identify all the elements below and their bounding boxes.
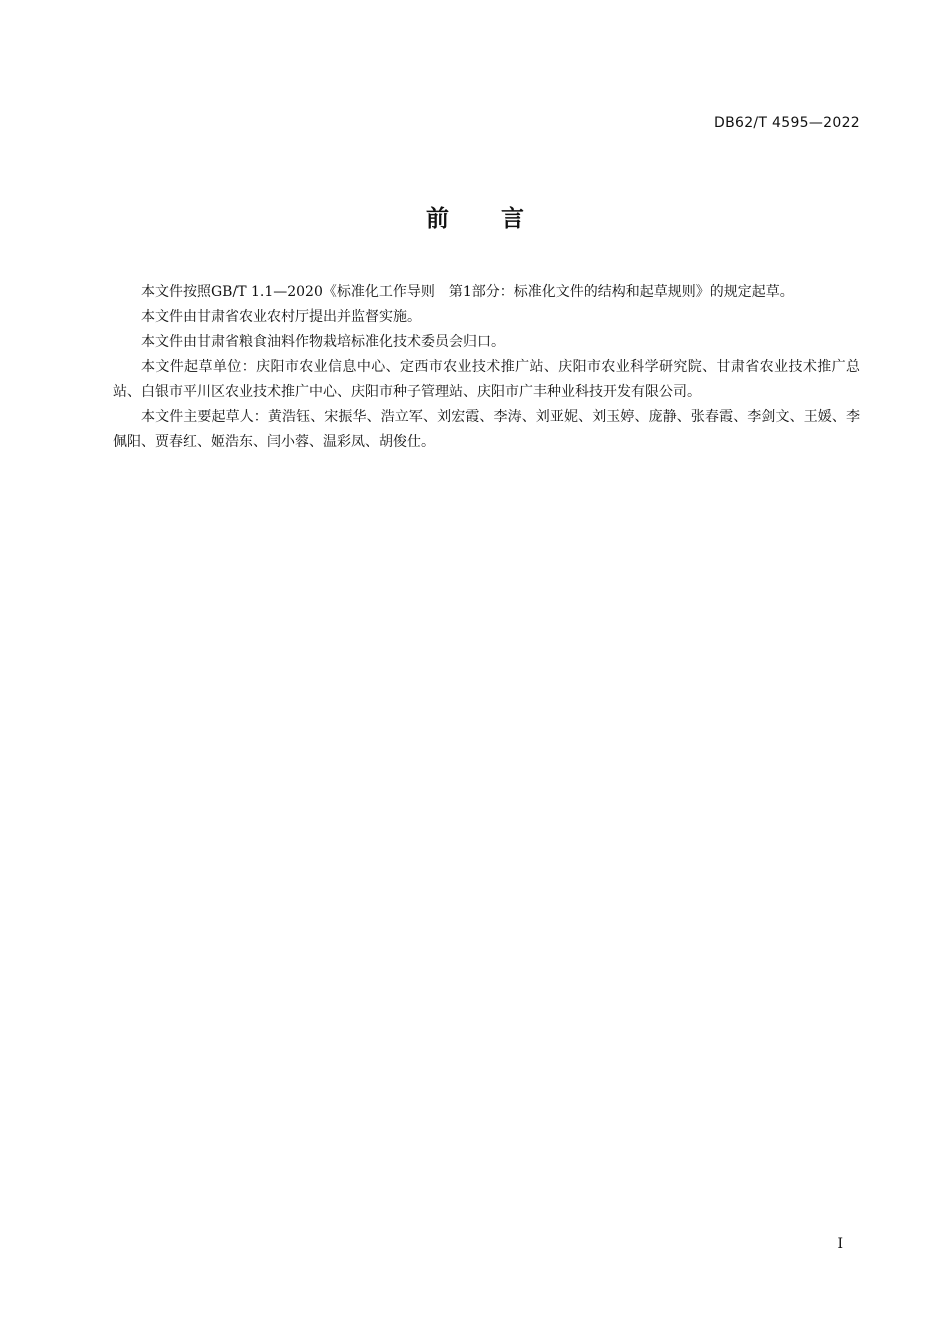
- document-code: DB62/T 4595—2022: [714, 115, 860, 131]
- paragraph-drafting-basis: 本文件按照GB/T 1.1—2020《标准化工作导则 第1部分：标准化文件的结构和起草规则》的规定起草。: [141, 284, 794, 300]
- title-char-1: 前: [426, 206, 449, 232]
- paragraph-proposer: 本文件由甘肃省农业农村厅提出并监督实施。: [141, 309, 421, 325]
- page-number: I: [837, 1236, 843, 1252]
- title-char-2: 言: [501, 206, 524, 232]
- paragraph-committee: 本文件由甘肃省粮食油料作物栽培标准化技术委员会归口。: [141, 334, 505, 350]
- page-title: [0, 200, 950, 233]
- paragraph-drafters: 本文件主要起草人：黄浩钰、宋振华、浩立军、刘宏霞、李涛、刘亚妮、刘玉婷、庞静、张春霞、李剑文、王媛、李佩阳、贾春红、姬浩东、闫小蓉、温彩凤、胡俊仕。: [113, 409, 860, 450]
- foreword-body: [113, 280, 860, 455]
- paragraph-drafting-units: 本文件起草单位：庆阳市农业信息中心、定西市农业技术推广站、庆阳市农业科学研究院、甘肃省农业技术推广总站、白银市平川区农业技术推广中心、庆阳市种子管理站、庆阳市广丰种业科技开发有限公司。: [113, 359, 860, 400]
